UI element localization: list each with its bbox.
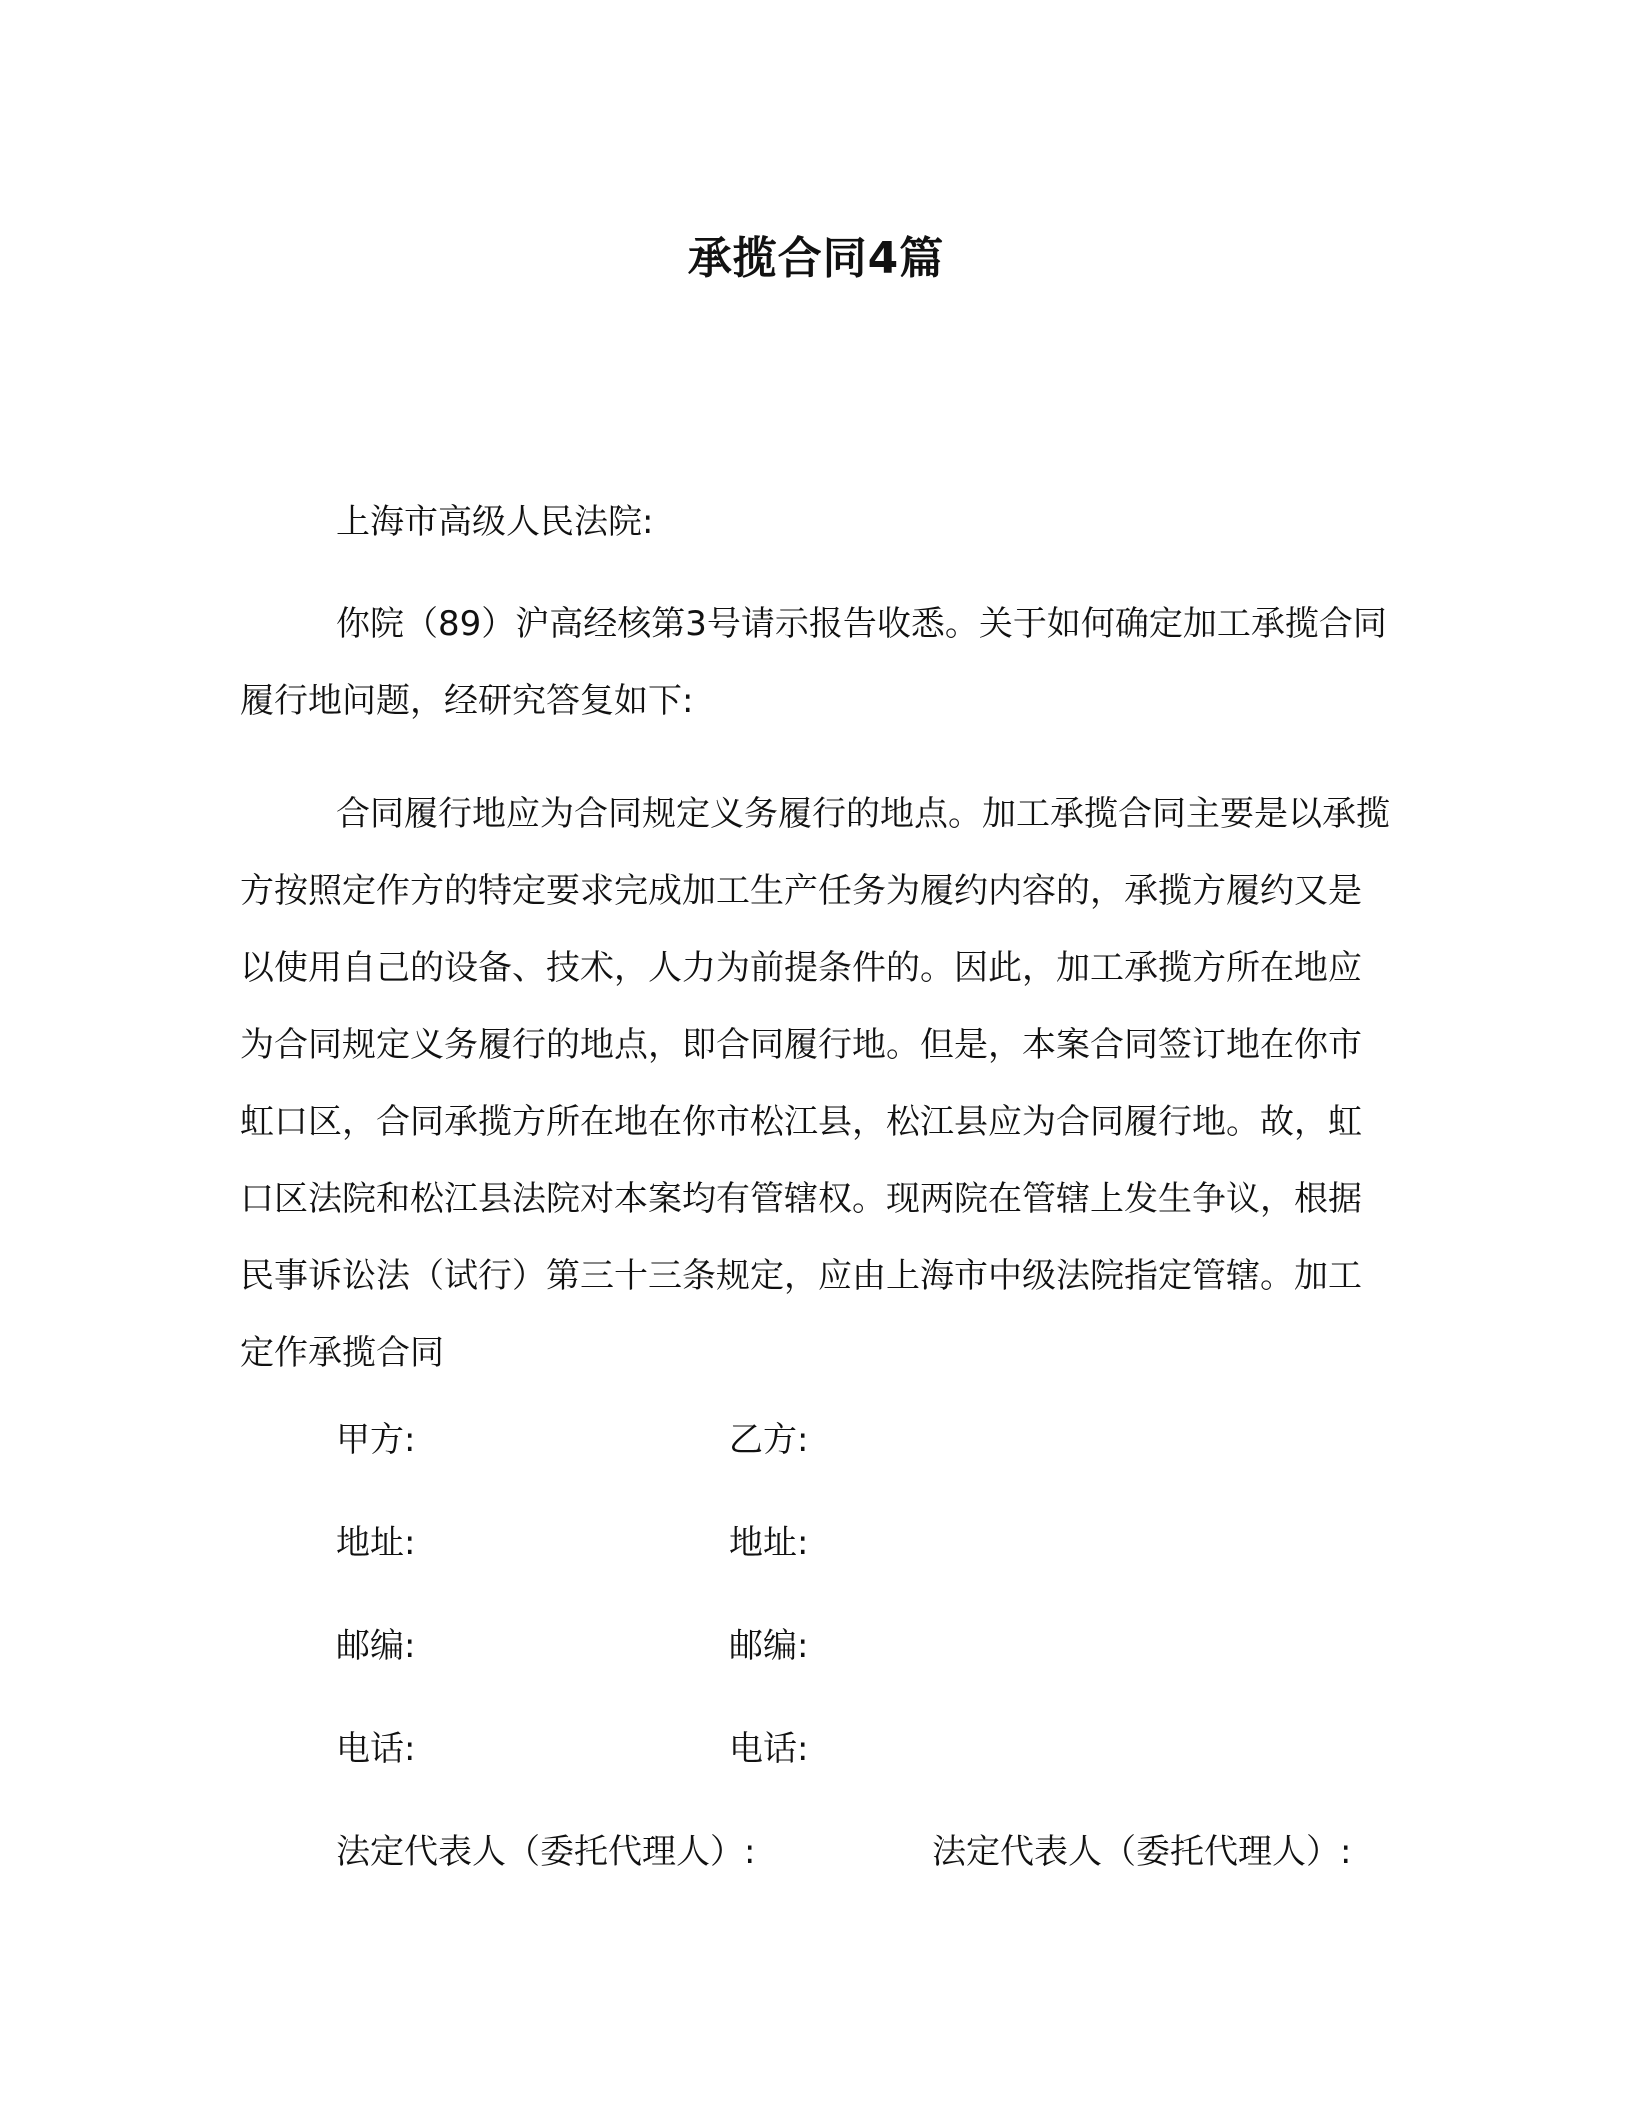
- address-row: [0, 1515, 1632, 1618]
- phone-b-label: 电话:: [729, 1729, 809, 1769]
- paragraph-ruling: 合同履行地应为合同规定义务履行的地点。加工承揽合同主要是以承揽方按照定作方的特定要求完成加工生产任务为履约内容的，承揽方履约又是以使用自己的设备、技术，人力为前提条件的。因此，加工承揽方所在地应为合同规定义务履行的地点，即合同履行地。但是，本案合同签订地在你市虹口区，合同承揽方所在地在你市松江县，松江县应为合同履行地。故，虹口区法院和松江县法院对本案均有管辖权。现两院在管辖上发生争议，根据民事诉讼法（试行）第三十三条规定，应由上海市中级法院指定管辖。加工定作承揽合同: [240, 794, 1390, 1373]
- paragraph-reply: 你院（89）沪高经核第3号请示报告收悉。关于如何确定加工承揽合同履行地问题，经研究答复如下:: [240, 604, 1387, 721]
- phone-row: [0, 1721, 1632, 1824]
- representative-row: [0, 1824, 1632, 1927]
- representative-b-label: 法定代表人（委托代理人）:: [932, 1832, 1352, 1872]
- postcode-row: [0, 1618, 1632, 1721]
- party-b-label: 乙方:: [729, 1420, 809, 1460]
- postcode-b-label: 邮编:: [729, 1626, 809, 1666]
- phone-a-label: 电话:: [336, 1729, 416, 1769]
- representative-a-label: 法定代表人（委托代理人）:: [336, 1832, 756, 1872]
- party-row: [0, 1412, 1632, 1515]
- addressee: 上海市高级人民法院:: [336, 502, 654, 542]
- address-b-label: 地址:: [729, 1523, 809, 1563]
- address-a-label: 地址:: [336, 1523, 416, 1563]
- party-a-label: 甲方:: [336, 1420, 416, 1460]
- postcode-a-label: 邮编:: [336, 1626, 416, 1666]
- document-title: 承揽合同4篇: [687, 233, 945, 284]
- contract-parties-form: [0, 1412, 1632, 1927]
